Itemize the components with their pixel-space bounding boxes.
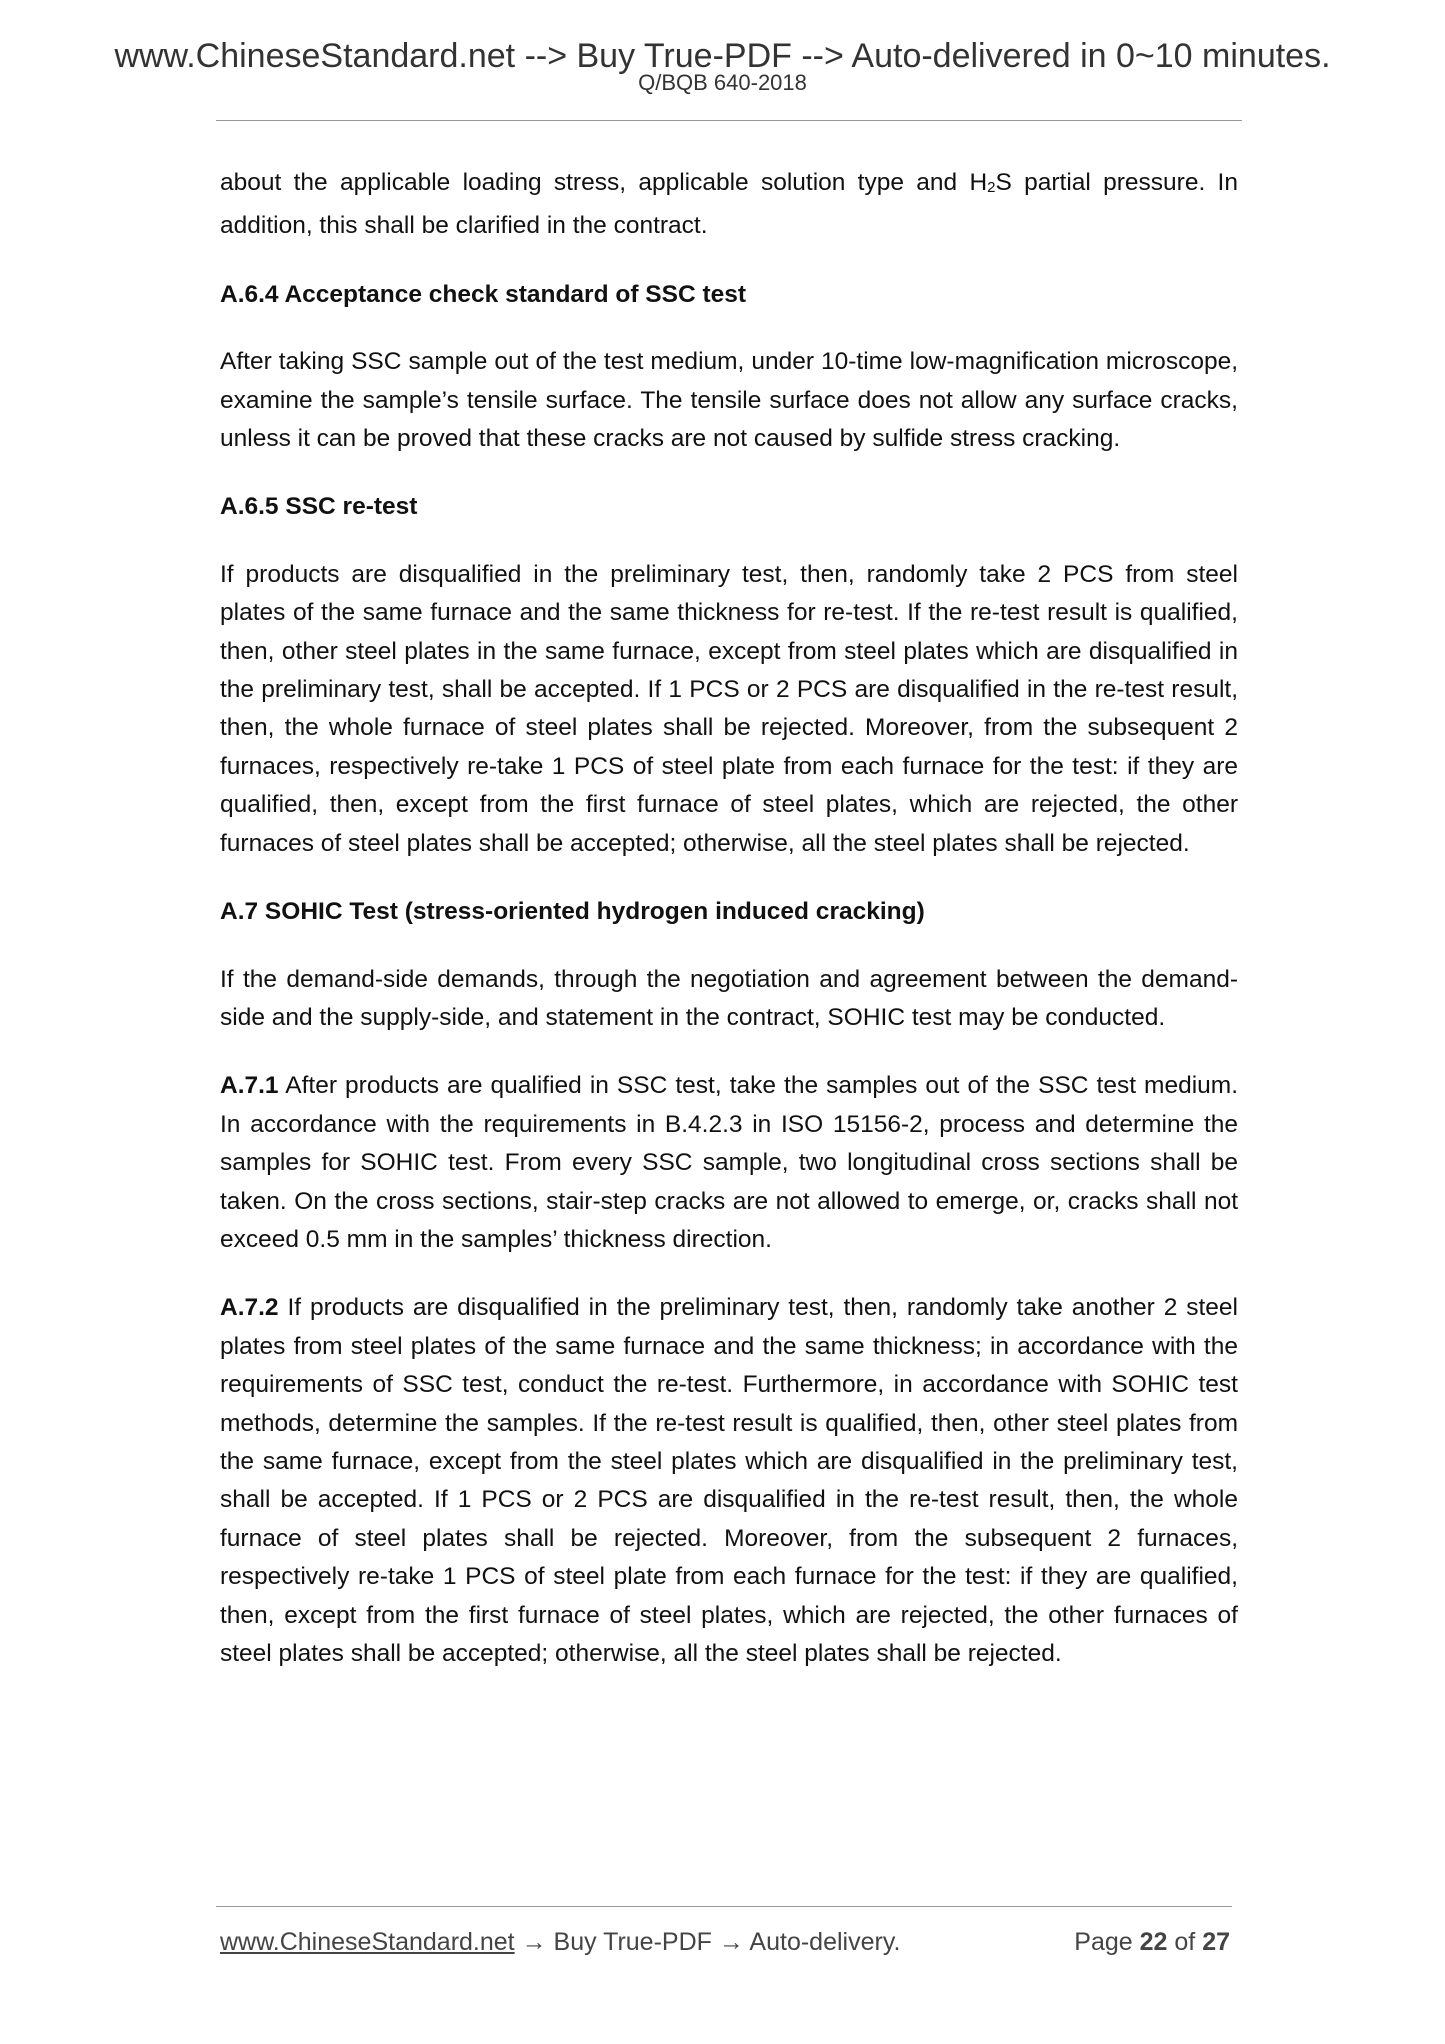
clause-text-a72: If products are disqualified in the preliminary test, then, randomly take another 2 steel plates from steel plates of the same furnace and the same thickness; in accordance with the requirements of SSC test, conduct the re-test. Furthermore, in accordance with SOHIC test methods, determine the samples. If the re-test result is qualified, then, other steel plates from the same furnace, except from the steel plates which are disqualified in the preliminary test, shall be accepted. If 1 PCS or 2 PCS are disqualified in the re-test result, then, the whole furnace of steel plates shall be rejected. Moreover, from the subsequent 2 furnaces, respectively re-take 1 PCS of steel plate from each furnace for the test: if they are qualified, then, except from the first furnace of steel plates, which are rejected, the other furnaces of steel plates shall be accepted; otherwise, all the steel plates shall be rejected.: [220, 1294, 1238, 1667]
intro-text-end: S partial pressure. In addition, this shall be clarified in the contract.: [220, 169, 1238, 240]
footer-site-link[interactable]: www.ChineseStandard.net: [220, 1928, 515, 1956]
standard-number: Q/BQB 640-2018: [638, 70, 807, 95]
subscript-two: 2: [987, 179, 996, 196]
page-number: 22: [1139, 1928, 1168, 1956]
footer-buy-text: Buy True-PDF: [553, 1928, 712, 1956]
paragraph-a72: [220, 1289, 1238, 1673]
heading-a7: A.7 SOHIC Test (stress-oriented hydrogen induced cracking): [220, 898, 925, 926]
paragraph-a71: [220, 1067, 1238, 1259]
arrow-icon: →: [711, 1928, 750, 1956]
clause-label-a72: A.7.2: [220, 1294, 279, 1322]
footer-divider: [216, 1906, 1232, 1907]
page-footer: [220, 1924, 1230, 1960]
of-word: of: [1174, 1928, 1196, 1956]
footer-auto-text: Auto-delivery.: [749, 1928, 901, 1956]
heading-a64: A.6.4 Acceptance check standard of SSC test: [220, 280, 747, 308]
paragraph-a64: After taking SSC sample out of the test medium, under 10-time low-magnification microscope, examine the sample’s tensile surface. The tensile surface does not allow any surface cracks, unless it can be proved that these cracks are not caused by sulfide stress cracking.: [220, 348, 1238, 453]
page-word: Page: [1074, 1928, 1133, 1956]
footer-left: [220, 1924, 900, 1960]
arrow-icon: →: [514, 1928, 554, 1956]
paragraph-a65: If products are disqualified in the preliminary test, then, randomly take 2 PCS from steel plates of the same furnace and the same thickness for re-test. If the re-test result is qualified, then, other steel plates in the same furnace, except from steel plates which are disqualified in the preliminary test, shall be accepted. If 1 PCS or 2 PCS are disqualified in the re-test result, then, the whole furnace of steel plates shall be rejected. Moreover, from the subsequent 2 furnaces, respectively re-take 1 PCS of steel plate from each furnace for the test: if they are qualified, then, except from the first furnace of steel plates, which are rejected, the other furnaces of steel plates shall be accepted; otherwise, all the steel plates shall be rejected.: [220, 560, 1238, 857]
page-indicator: [1074, 1924, 1230, 1960]
paragraph-a7: If the demand-side demands, through the negotiation and agreement between the demand-side and the supply-side, and statement in the contract, SOHIC test may be conducted.: [220, 965, 1238, 1031]
document-body: [220, 164, 1238, 1703]
page-total: 27: [1202, 1928, 1230, 1956]
clause-text-a71: After products are qualified in SSC test, take the samples out of the SSC test medium. In accordance with the requirements in B.4.2.3 in ISO 15156-2, process and determine the samples for SOHIC test. From every SSC sample, two longitudinal cross sections shall be taken. On the cross sections, stair-step cracks are not allowed to emerge, or, cracks shall not exceed 0.5 mm in the samples’ thickness direction.: [220, 1072, 1238, 1253]
top-banner: www.ChineseStandard.net --> Buy True-PDF --> Auto-delivered in 0~10 minutes.: [114, 37, 1331, 75]
heading-a65: A.6.5 SSC re-test: [220, 493, 418, 521]
clause-label-a71: A.7.1: [220, 1072, 279, 1100]
header-divider: [216, 120, 1242, 121]
intro-text-start: about the applicable loading stress, applicable solution type and H: [220, 169, 988, 196]
intro-paragraph: [220, 164, 1238, 246]
